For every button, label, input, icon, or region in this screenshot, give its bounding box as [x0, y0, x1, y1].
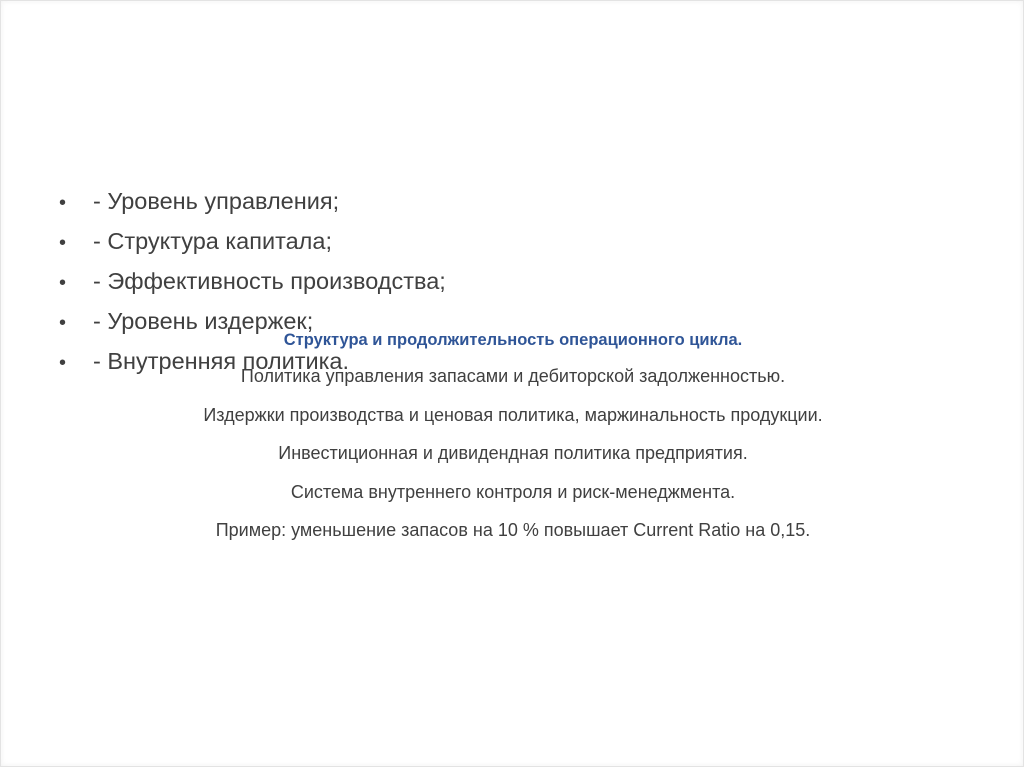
bullet-text: - Внутренняя политика.	[93, 348, 349, 374]
list-item	[59, 221, 446, 261]
overlay-line: Политика управления запасами и дебиторской задолженностью.	[240, 366, 786, 386]
list-item	[59, 181, 446, 221]
bullet-text: - Уровень издержек;	[93, 308, 314, 334]
overlay-text-block	[1, 323, 1024, 550]
bullet-icon: •	[59, 352, 67, 374]
list-item	[59, 261, 446, 301]
bullet-icon: •	[59, 312, 67, 334]
bullet-icon: •	[59, 272, 67, 294]
overlay-title: Структура и продолжительность операционного цикла.	[283, 331, 743, 349]
bullet-text: - Эффективность производства;	[93, 268, 446, 294]
bullet-icon: •	[59, 232, 67, 254]
overlay-line: Система внутреннего контроля и риск-менеджмента.	[290, 481, 736, 502]
bullet-text: - Уровень управления;	[93, 188, 340, 214]
overlay-line: Пример: уменьшение запасов на 10 % повышает Current Ratio на 0,15.	[215, 520, 811, 540]
overlay-line: Издержки производства и ценовая политика, маржинальность продукции.	[203, 404, 823, 425]
overlay-line: Инвестиционная и дивидендная политика предприятия.	[278, 443, 748, 463]
bullet-text: - Структура капитала;	[93, 228, 332, 254]
bullet-icon: •	[59, 192, 67, 214]
